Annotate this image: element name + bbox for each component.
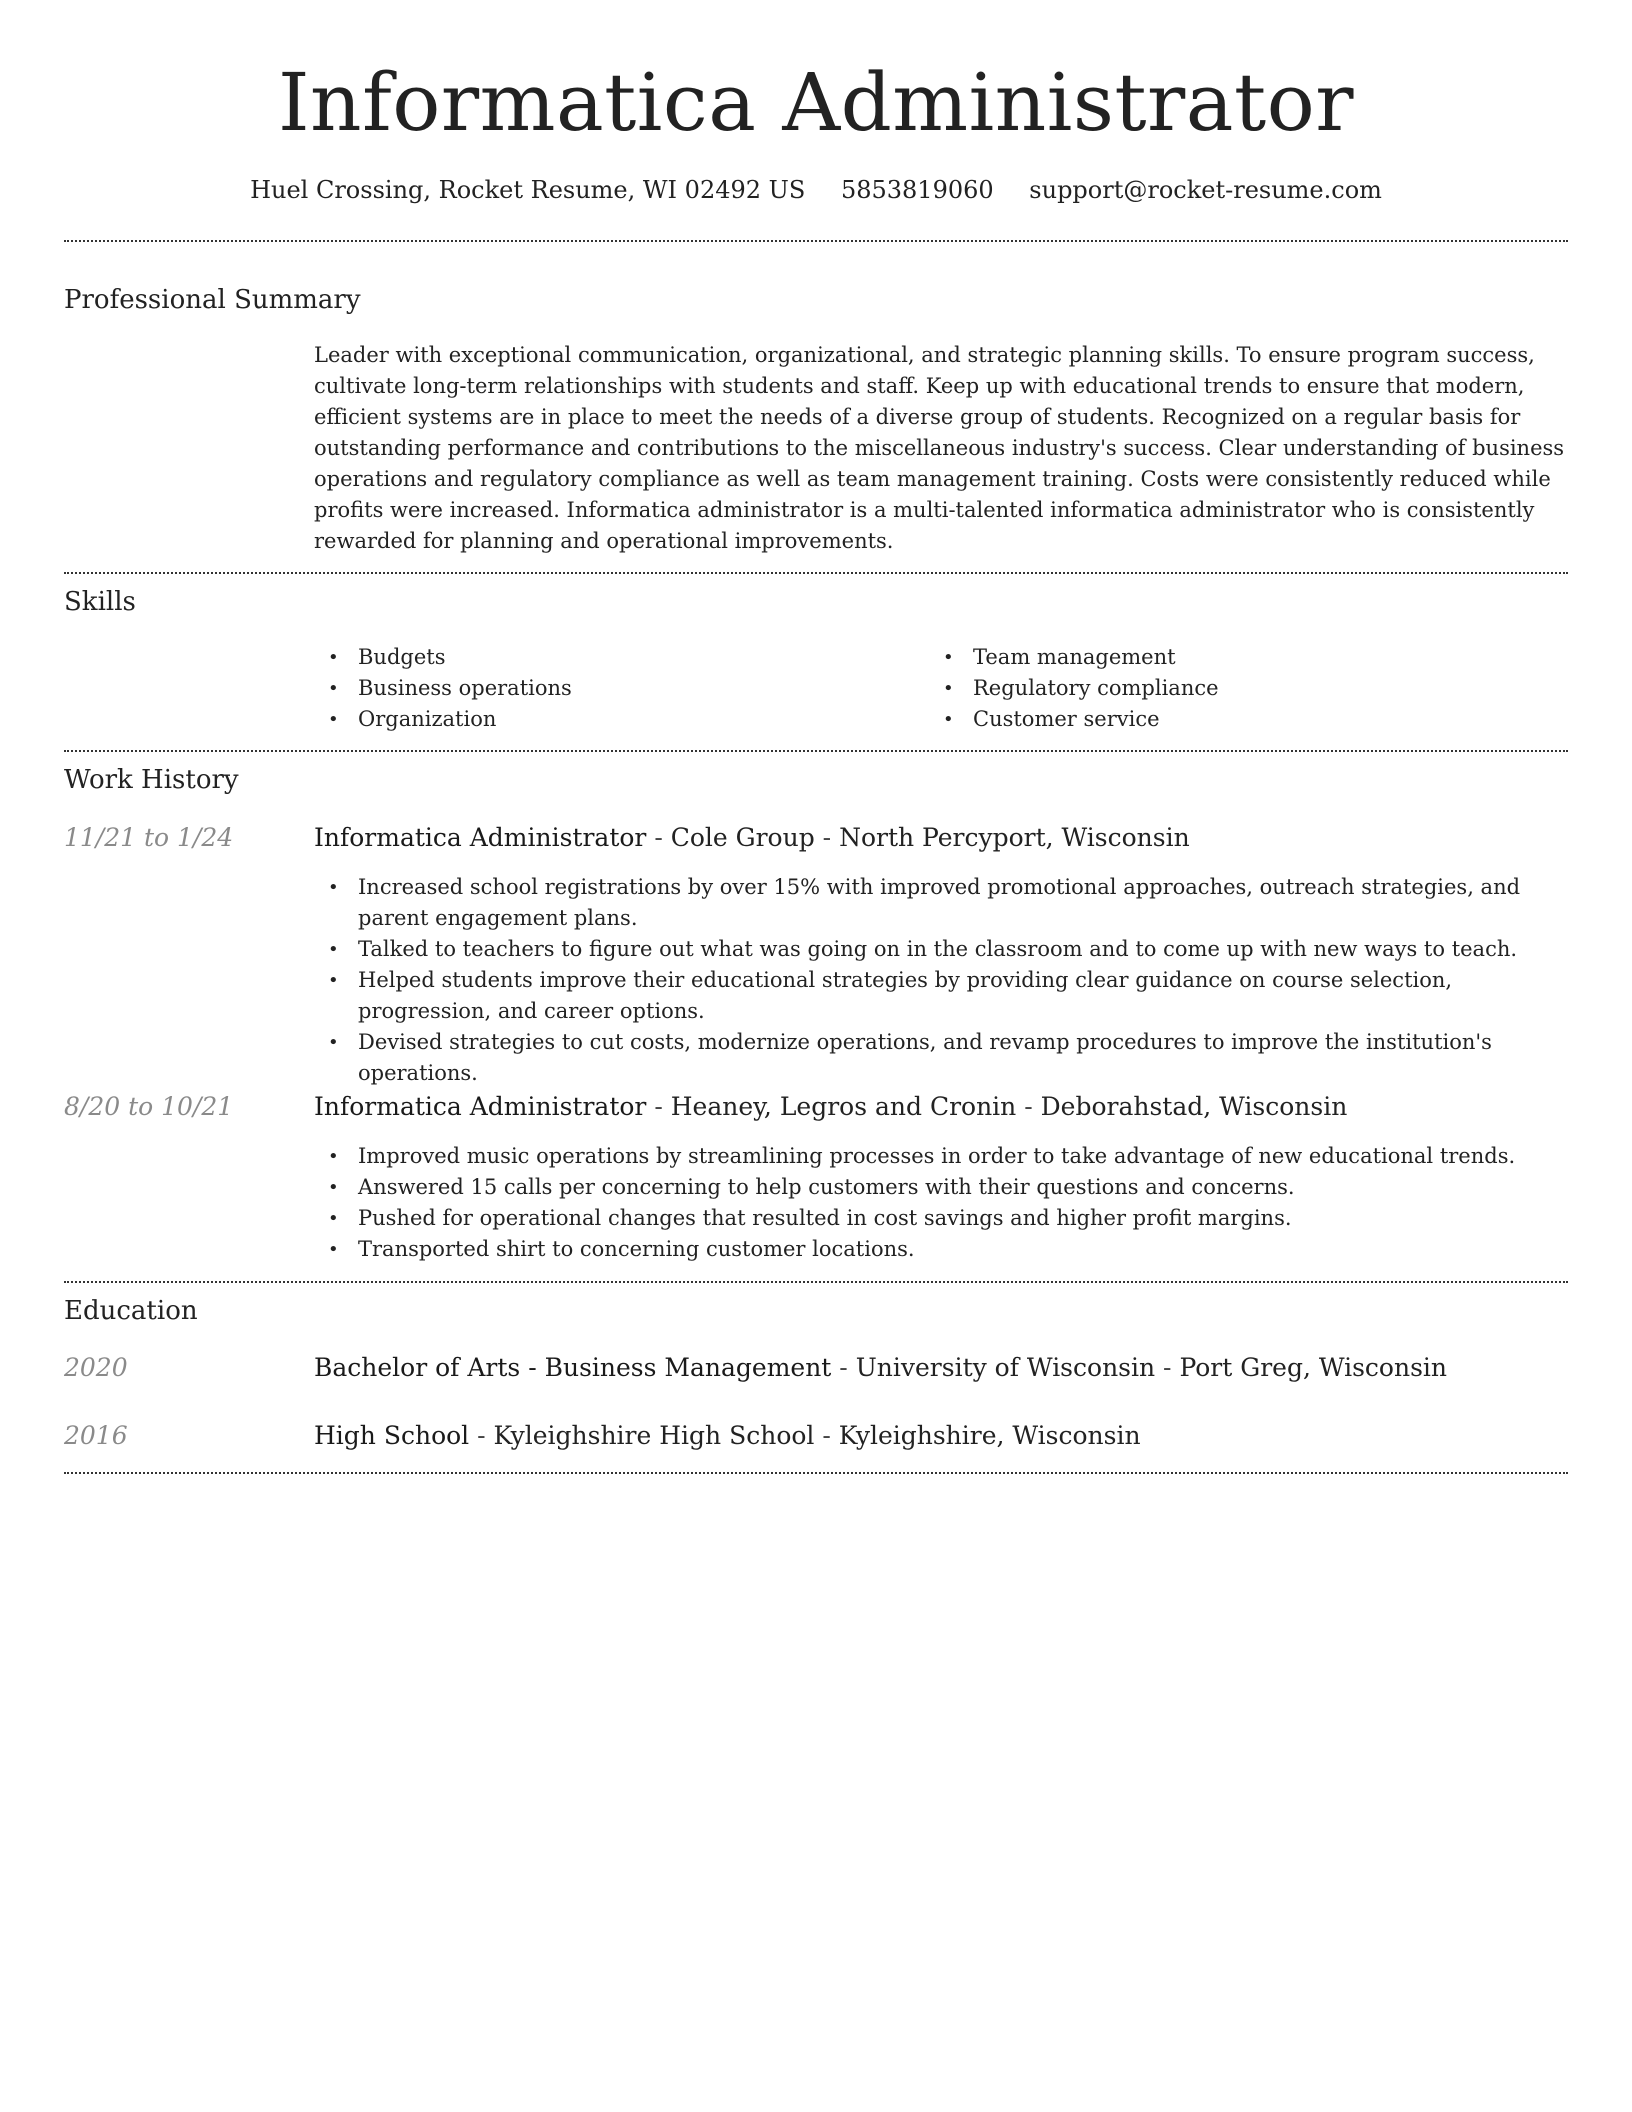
- divider: [64, 750, 1568, 752]
- job-role: Informatica Administrator: [314, 1092, 647, 1121]
- job-location: North Percyport, Wisconsin: [839, 823, 1190, 852]
- skill-item: • Organization: [314, 704, 914, 735]
- skill-item: • Budgets: [314, 642, 914, 673]
- job-heading: Informatica Administrator - Heaney, Legros and Cronin - Deborahstad, Wisconsin: [314, 1092, 1348, 1121]
- section-title-education: Education: [64, 1296, 198, 1326]
- job-company: Cole Group: [670, 823, 815, 852]
- summary-text: Leader with exceptional communication, organizational, and strategic planning skills. To ensure program success, cultivate long-term relationships with students and staff. Keep up with educational trends to ensure that modern, efficient systems are in place to meet the needs of a diverse group of students. Recognized on a regular basis for outstanding performance and contributions to the miscellaneous industry's success. Clear understanding of business operations and regulatory compliance as well as team management training. Costs were consistently reduced while profits were increased. Informatica administrator is a multi-talented informatica administrator who is consistently rewarded for planning and operational improvements.: [314, 343, 1565, 553]
- job-bullet: • Answered 15 calls per concerning to help customers with their questions and concerns.: [314, 1172, 1568, 1203]
- job-bullet: • Devised strategies to cut costs, modernize operations, and revamp procedures to improve the institution's operations.: [314, 1027, 1568, 1089]
- education-degree: High School: [314, 1421, 470, 1450]
- job-dates: 8/20 to 10/21: [64, 1092, 234, 1121]
- section-title-work: Work History: [64, 765, 239, 795]
- skill-item: • Business operations: [314, 673, 914, 704]
- job-bullets: [314, 1141, 1568, 1265]
- job-role: Informatica Administrator: [314, 823, 647, 852]
- education-heading: High School - Kyleighshire High School - Kyleighshire, Wisconsin: [314, 1421, 1141, 1450]
- skills-list-left: [314, 642, 914, 735]
- candidate-name: Informatica Administrator: [277, 56, 1355, 149]
- divider: [64, 572, 1568, 574]
- job-bullet: • Transported shirt to concerning customer locations.: [314, 1234, 1568, 1265]
- divider: [64, 1281, 1568, 1283]
- education-year: 2020: [64, 1353, 128, 1382]
- contact-phone: 5853819060: [840, 176, 994, 204]
- divider: [64, 240, 1568, 242]
- education-heading: Bachelor of Arts - Business Management - University of Wisconsin - Port Greg, Wisconsin: [314, 1353, 1448, 1382]
- education-school: Kyleighshire High School: [493, 1421, 815, 1450]
- job-bullet: • Talked to teachers to figure out what was going on in the classroom and to come up with new ways to teach.: [314, 934, 1568, 965]
- skill-item: • Team management: [929, 642, 1529, 673]
- job-bullet: • Improved music operations by streamlining processes in order to take advantage of new educational trends.: [314, 1141, 1568, 1172]
- skill-item: • Regulatory compliance: [929, 673, 1529, 704]
- job-heading: Informatica Administrator - Cole Group - North Percyport, Wisconsin: [314, 823, 1190, 852]
- job-bullet: • Helped students improve their educational strategies by providing clear guidance on course selection, progression, and career options.: [314, 965, 1568, 1027]
- job-dates: 11/21 to 1/24: [64, 823, 234, 852]
- job-company: Heaney, Legros and Cronin: [670, 1092, 1017, 1121]
- skills-list-right: [929, 642, 1529, 735]
- contact-email: support@rocket-resume.com: [1029, 176, 1382, 204]
- education-year: 2016: [64, 1421, 128, 1450]
- skill-item: • Customer service: [929, 704, 1529, 735]
- education-degree: Bachelor of Arts - Business Management: [314, 1353, 832, 1382]
- education-school: University of Wisconsin: [855, 1353, 1156, 1382]
- contact-address: Huel Crossing, Rocket Resume, WI 02492 US: [250, 176, 806, 204]
- job-bullets: [314, 872, 1568, 1089]
- job-location: Deborahstad, Wisconsin: [1040, 1092, 1348, 1121]
- contact-line: [64, 170, 1568, 210]
- section-title-skills: Skills: [64, 587, 136, 617]
- education-location: Kyleighshire, Wisconsin: [838, 1421, 1141, 1450]
- job-bullet: • Pushed for operational changes that resulted in cost savings and higher profit margins.: [314, 1203, 1568, 1234]
- divider: [64, 1472, 1568, 1474]
- education-location: Port Greg, Wisconsin: [1179, 1353, 1448, 1382]
- section-title-summary: Professional Summary: [64, 285, 361, 315]
- job-bullet: • Increased school registrations by over 15% with improved promotional approaches, outreach strategies, and parent engagement plans.: [314, 872, 1568, 934]
